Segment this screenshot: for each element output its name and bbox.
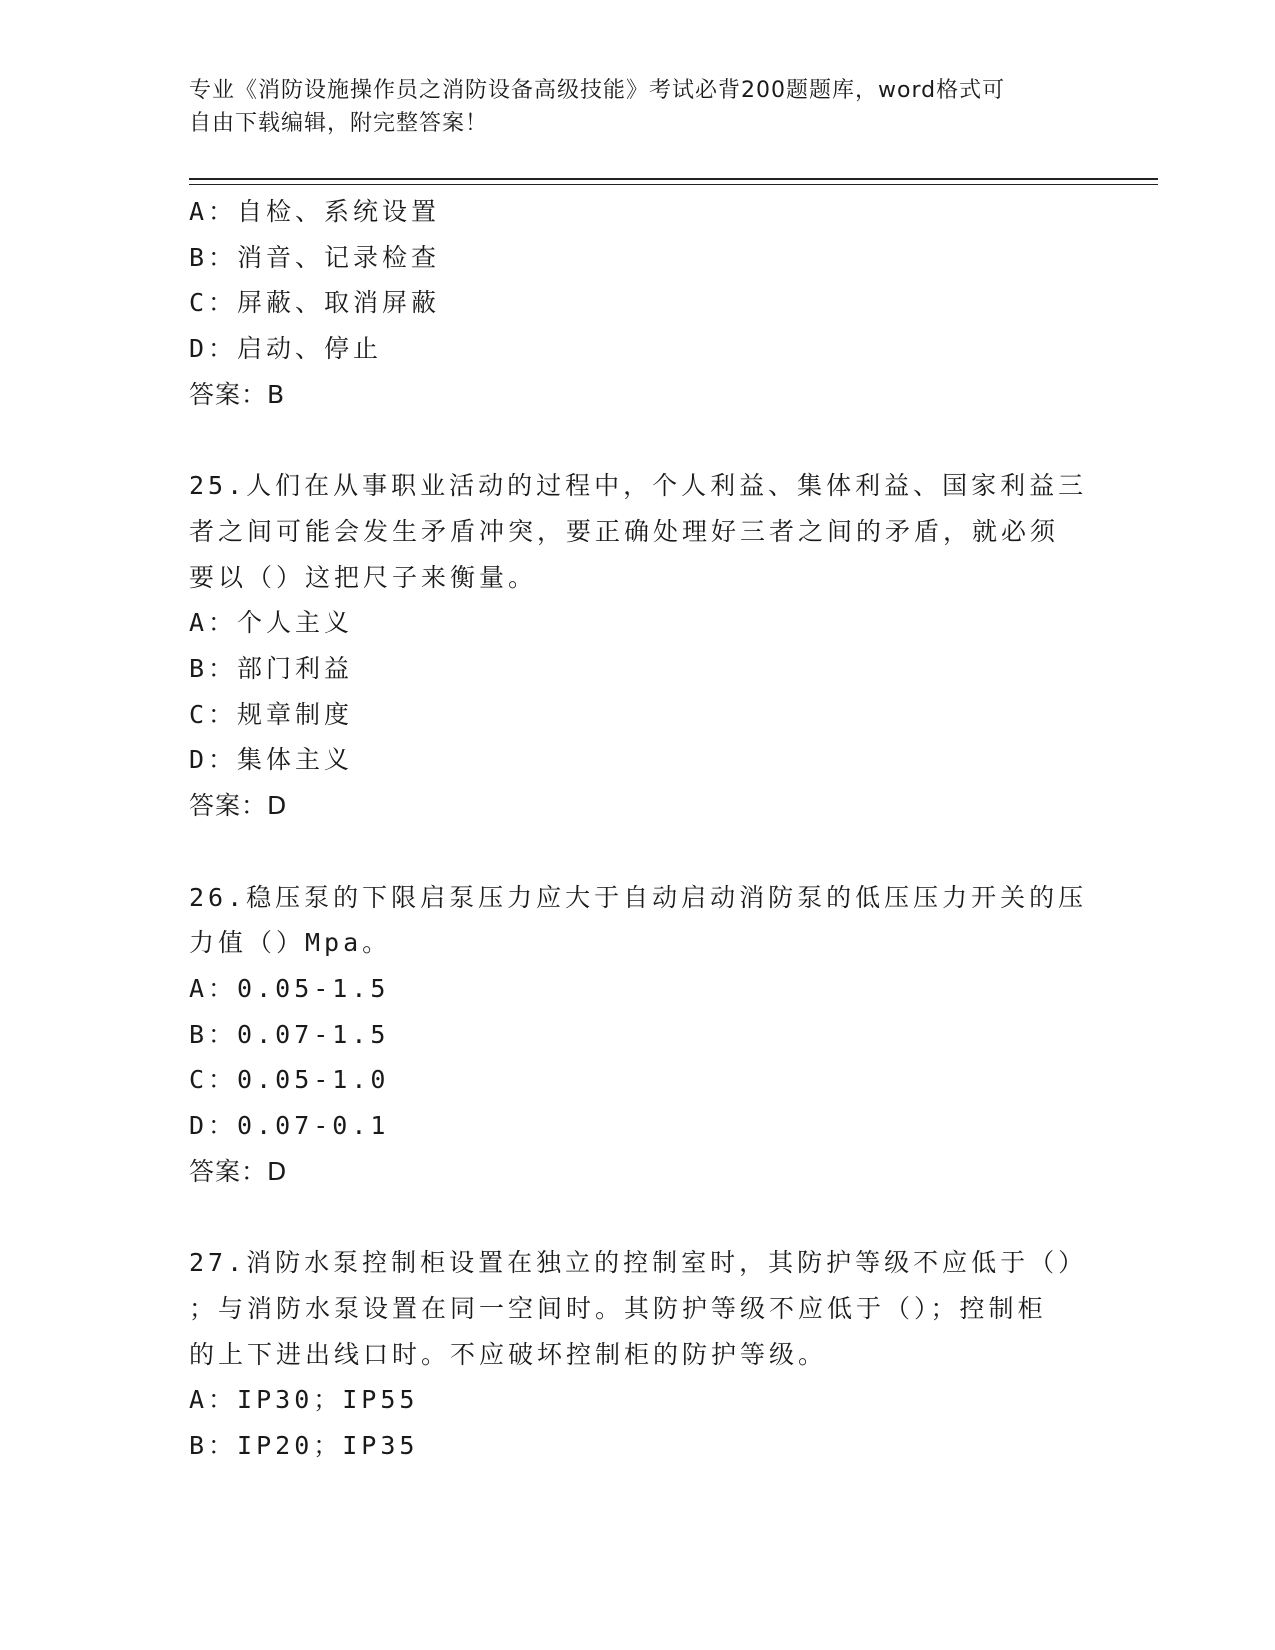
- question-stem-line: 25.人们在从事职业活动的过程中，个人利益、集体利益、国家利益三: [189, 471, 1088, 501]
- option-a: A：0.05-1.5: [189, 973, 390, 1003]
- header-divider-thin: [189, 184, 1158, 185]
- question-stem-line: 的上下进出线口时。不应破坏控制柜的防护等级。: [189, 1339, 828, 1369]
- answer: 答案：B: [189, 379, 286, 409]
- question-27: [189, 1240, 1109, 1469]
- question-stem-line: 26.稳压泵的下限启泵压力应大于自动启动消防泵的低压压力开关的压: [189, 882, 1088, 912]
- option-a: A：IP30；IP55: [189, 1385, 419, 1415]
- option-b: B：消音、记录检查: [189, 242, 441, 272]
- option-c: C：屏蔽、取消屏蔽: [189, 288, 441, 318]
- option-b: B：IP20；IP35: [189, 1430, 419, 1460]
- answer: 答案：D: [189, 791, 288, 821]
- question-stem-line: 27.消防水泵控制柜设置在独立的控制室时，其防护等级不应低于（）: [189, 1248, 1088, 1278]
- document-body: [189, 189, 1109, 1469]
- option-c: C：0.05-1.0: [189, 1065, 390, 1095]
- question-26: [189, 875, 1109, 1195]
- question-continued: [189, 189, 1109, 418]
- option-b: B：部门利益: [189, 654, 354, 684]
- question-stem-line: 要以（）这把尺子来衡量。: [189, 562, 538, 592]
- header-line-2: 自由下载编辑，附完整答案！: [189, 111, 489, 136]
- option-d: D：启动、停止: [189, 334, 383, 364]
- option-a: A：自检、系统设置: [189, 197, 441, 226]
- answer: 答案：D: [189, 1156, 288, 1186]
- question-25: [189, 463, 1109, 829]
- document-header: [189, 74, 1069, 140]
- question-stem-line: 者之间可能会发生矛盾冲突，要正确处理好三者之间的矛盾，就必须: [189, 516, 1060, 546]
- question-stem-line: 力值（）Mpa。: [189, 928, 392, 958]
- option-c: C：规章制度: [189, 699, 354, 729]
- header-divider-thick: [189, 178, 1158, 180]
- header-line-1: 专业《消防设施操作员之消防设备高级技能》考试必背200题题库，word格式可: [189, 78, 1006, 103]
- option-a: A：个人主义: [189, 608, 354, 638]
- option-b: B：0.07-1.5: [189, 1019, 390, 1049]
- option-d: D：0.07-0.1: [189, 1111, 390, 1141]
- option-d: D：集体主义: [189, 745, 354, 775]
- question-stem-line: ；与消防水泵设置在同一空间时。其防护等级不应低于（）；控制柜: [189, 1293, 1047, 1323]
